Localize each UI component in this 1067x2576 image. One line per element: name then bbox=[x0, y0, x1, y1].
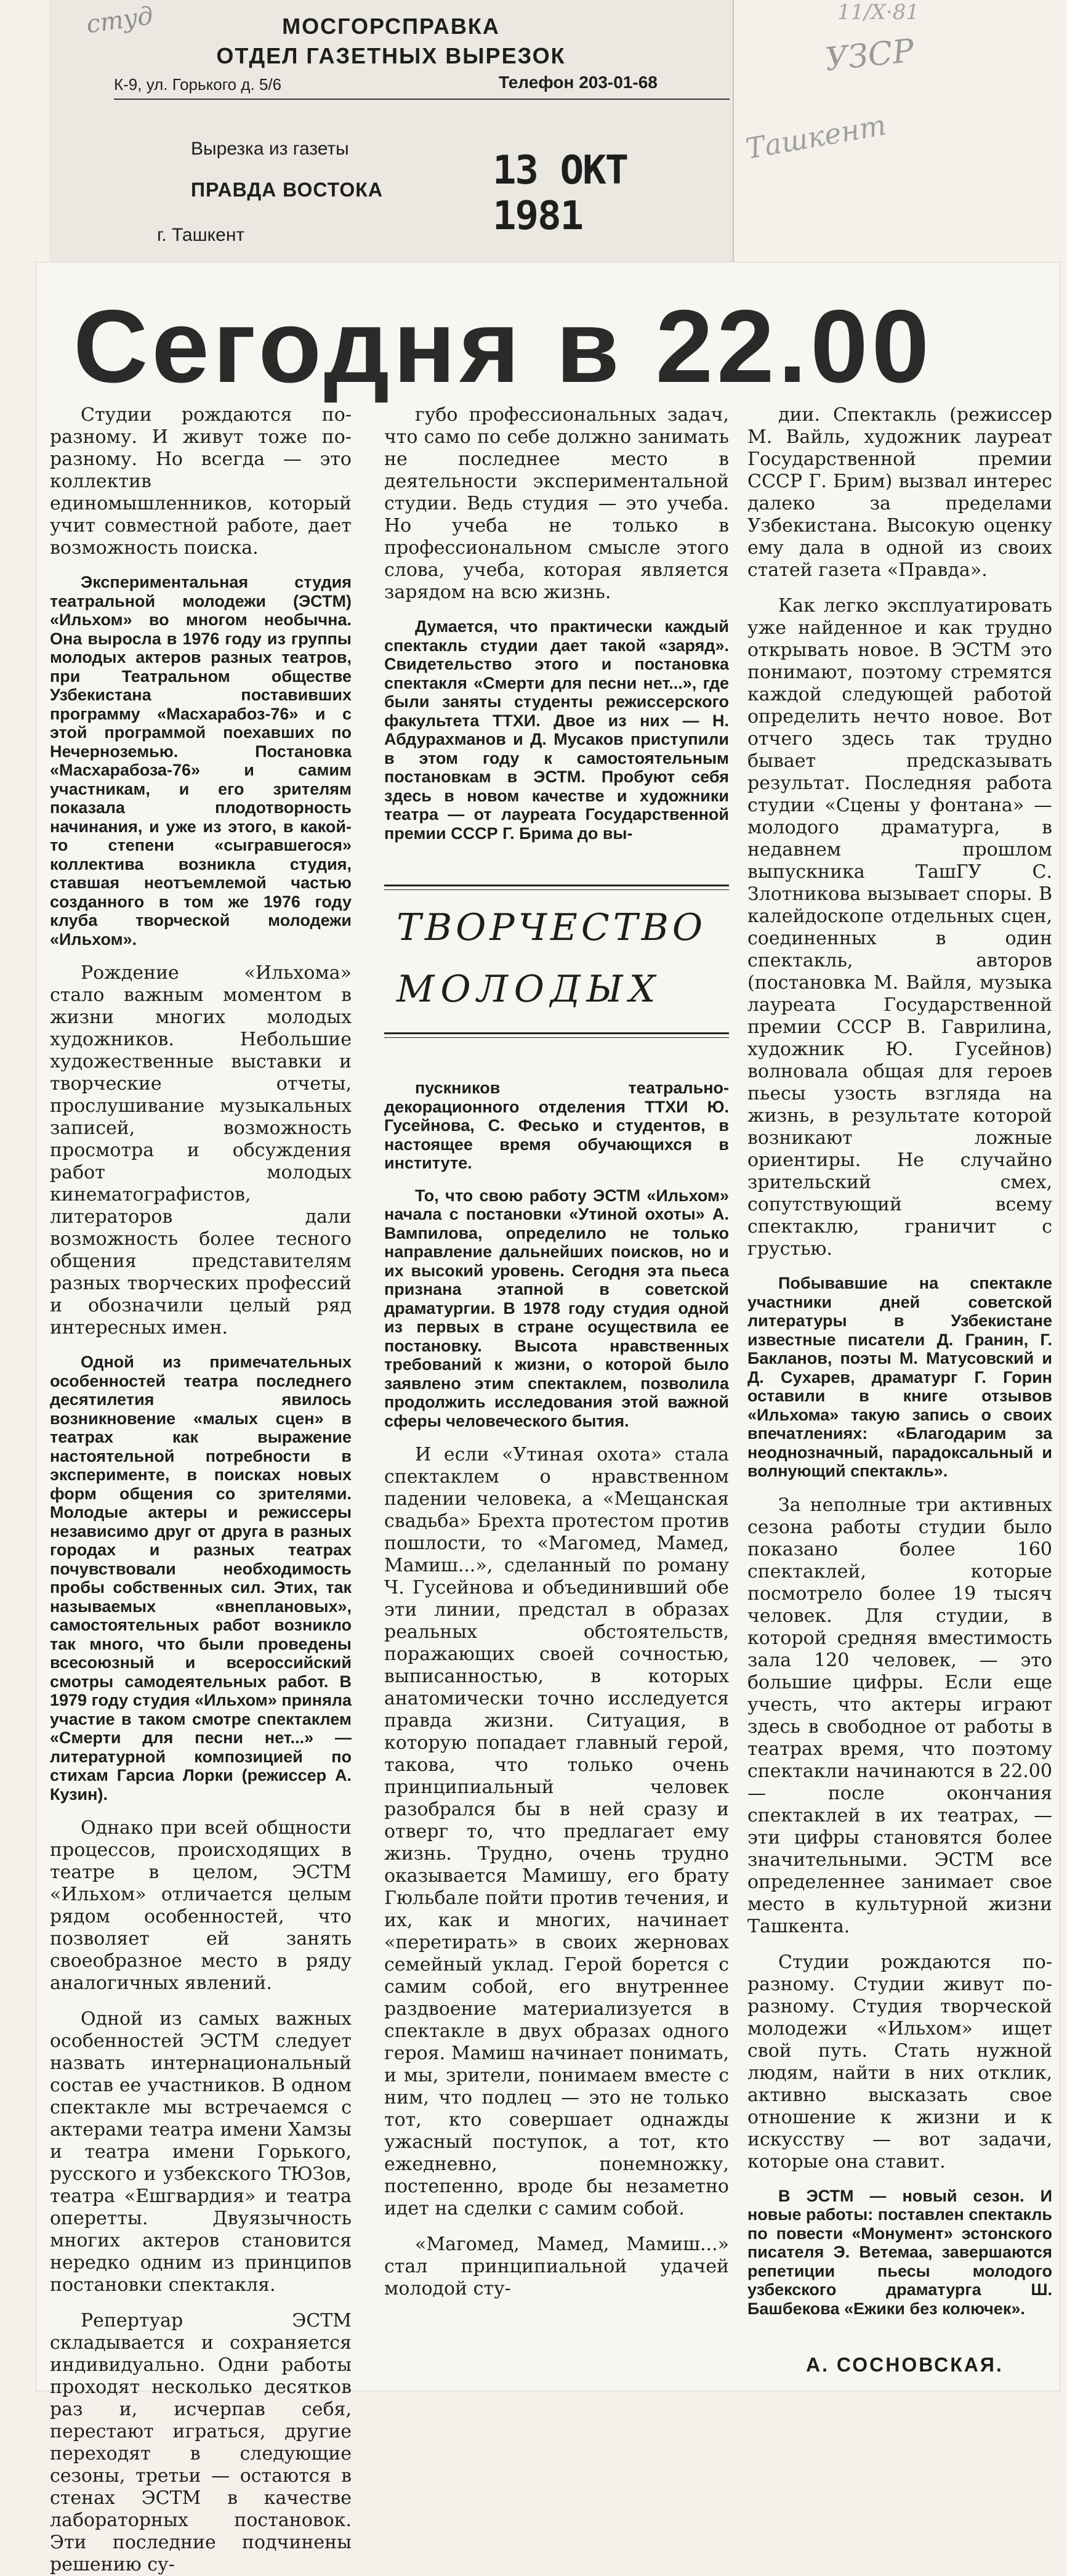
article-paragraph: Одной из примечательных особенностей театра последнего десятилетия явилось возникновение «малых сцен» в театрах как выражение настоятельной потребности в эксперименте, в поисках новых форм общения со зрителями. Молодые актеры и режиссеры независимо друг от друга в разных городах и разных театрах почувствовали необходимость пробы собственных сил. Этих, так называемых «внеплановых», самостоятельных работ возникло так много, что были проведены всесоюзный и всероссийский смотры самодеятельных работ. В 1979 году студия «Ильхом» приняла участие в таком смотре спектаклем «Смерти для песни нет...» — литературной композицией по стихам Гарсиа Лорки (режиссер А. Кузин). bbox=[50, 1353, 352, 1804]
article-headline: Сегодня в 22.00 bbox=[73, 288, 933, 404]
date-stamp: 13 ОКТ 1981 bbox=[493, 148, 628, 239]
article-paragraph: Одной из самых важных особенностей ЭСТМ следует назвать интернациональный состав ее участников. В одном спектакле мы встречаемся с актерами театра имени Хамзы и театра имени Горького, русского и узбекского ТЮЗов, театра «Ешгвардия» и театра оперетты. Двуязычность многих актеров становится нередко одним из принципов постановки спектакля. bbox=[50, 2008, 352, 2296]
article-column-2-bottom bbox=[384, 1079, 729, 2391]
article-paragraph: дии. Спектакль (режиссер М. Вайль, художник лауреат Государственной премии СССР Г. Брим) вызвал интерес далеко за пределами Узбекистана. Высокую оценку ему дала в одной из своих статей газета «Правда». bbox=[747, 404, 1052, 581]
column-paragraphs bbox=[384, 404, 729, 843]
column-paragraphs bbox=[50, 404, 352, 2576]
newspaper-name: ПРАВДА ВОСТОКА bbox=[191, 179, 383, 201]
article-paragraph: Думается, что практически каждый спектакль студии дает такой «заряд». Свидетельство этого и постановка спектакля «Смерти для песни нет...», где были заняты студенты режиссерского факультета ТТХИ. Двое из них — Н. Абдурахманов и Д. Мусаков приступили в этом году к самостоятельным постановкам в ЭСТМ. Пробуют себя здесь в новом качестве и художники театра — от лауреата Государственной премии СССР Г. Брима до вы- bbox=[384, 617, 729, 843]
article-paragraph: Побывавшие на спектакле участники дней советской литературы в Узбекистане известные писатели Д. Гранин, Г. Бакланов, поэты М. Матусовский и Д. Сухарев, драматург Г. Горин оставили в книге отзывов «Ильхома» такую запись о своих впечатлениях: «Благодарим за неоднозначный, парадоксальный и волнующий спектакль». bbox=[747, 1274, 1052, 1480]
rubric-title-line-2: МОЛОДЫХ bbox=[397, 968, 662, 1011]
column-paragraphs bbox=[747, 404, 1052, 2318]
article-column-1 bbox=[50, 404, 352, 2575]
city-name: г. Ташкент bbox=[157, 225, 245, 245]
clipping-header bbox=[49, 0, 734, 290]
article-column-3 bbox=[747, 404, 1052, 2338]
handwritten-note-3: Ташкент bbox=[743, 108, 889, 166]
bureau-address: К-9, ул. Горького д. 5/6 bbox=[114, 75, 282, 94]
article-paragraph: Рождение «Ильхома» стало важным моментом в жизни многих молодых художников. Небольшие художественные выставки и творческие отчеты, прослушивание музыкальных записей, возможность просмотра и обсуждения работ молодых кинематографистов, литераторов дали возможность более тесного общения представителям разных творческих профессий и обозначили целый ряд интересных имен. bbox=[50, 962, 352, 1339]
header-rule bbox=[114, 99, 730, 100]
article-paragraph: В ЭСТМ — новый сезон. И новые работы: поставлен спектакль по повести «Монумент» эстонского писателя Э. Ветемаа, завершаются репетиции пьесы молодого узбекского драматурга Ш. Башбекова «Ежики без колючек». bbox=[747, 2186, 1053, 2318]
article-paragraph: То, что свою работу ЭСТМ «Ильхом» начала с постановки «Утиной охоты» А. Вампилова, определило не только направление дальнейших поисков, но и их высокий уровень. Сегодня эта пьеса признана этапной в советской драматургии. В 1978 году студия одной из первых в стране осуществила ее постановку. Высота нравственных требований к жизни, о которой было заявлено этим спектаклем, позволила продолжить исследования этой важной сферы человеческого бытия. bbox=[384, 1186, 729, 1430]
source-label: Вырезка из газеты bbox=[191, 139, 349, 159]
rubric-rule-bottom-thin bbox=[384, 1037, 729, 1038]
article-paragraph: И если «Утиная охота» стала спектаклем о нравственном падении человека, а «Мещанская свадьба» Брехта протестом против пошлости, то «Магомед, Мамед, Мамиш...», сделанный по роману Ч. Гусейнова и объединивший обе эти линии, предстал в образах реальных обстоятельств, поражающих своей сочностью, выписанностью, в которых анатомически точно исследуется правда жизни. Ситуация, в которую попадает главный герой, такова, что только очень принципиальный человек разобрался бы в ней сразу и отверг то, что предлагает ему жизнь. Трудно, очень трудно оказывается Мамишу, его брату Гюльбале пойти против течения, и их, как и многих, начинает «перетирать» в своих жерновах семейный уклад. Герой борется с самим собой, его внутреннее раздвоение материализуется в спектакле в двух образах одного героя. Мамиш начинает понимать, и мы, зрители, понимаем вместе с ним, что подлец — это не только тот, кто совершает однажды ужасный поступок, а тот, кто ежедневно, понемножку, постепенно, вроде бы незаметно идет на сделки с самим собой. bbox=[384, 1444, 729, 2219]
article-paragraph: Экспериментальная студия театральной молодежи (ЭСТМ) «Ильхом» во многом необычна. Она выросла в 1976 году из группы молодых актеров разных театров, при Театральном обществе Узбекистана поставивших программу «Масхарабоз-76» и с этой программой поехавших по Нечерноземью. Постановка «Масхарабоза-76» и самим участникам, и его зрителям показала плодотворность начинания, и уже из этого, в какой-то степени «сыгравшегося» коллектива возникла студия, ставшая неотъемлемой частью созданного в том же 1976 году клуба творческой молодежи «Ильхом». bbox=[50, 573, 352, 949]
article-paragraph: «Магомед, Мамед, Мамиш...» стал принципиальной удачей молодой сту- bbox=[384, 2234, 729, 2299]
bureau-name: МОСГОРСПРАВКА bbox=[282, 14, 500, 39]
article-paragraph: Студии рождаются по-разному. И живут тоже по-разному. Но всегда — это коллектив единомышленников, который учит совместной работе, дает возможность поиска. bbox=[50, 404, 352, 559]
department-name: ОТДЕЛ ГАЗЕТНЫХ ВЫРЕЗОК bbox=[216, 43, 566, 68]
article-column-2-top bbox=[384, 404, 729, 843]
newspaper-article bbox=[36, 262, 1060, 2575]
article-paragraph: Как легко эксплуатировать уже найденное и как трудно открывать новое. В ЭСТМ это понимают, поэтому стремятся каждой следующей работой определить нечто новое. Вот отчего здесь так трудно бывает предсказывать результат. Последняя работа студии «Сцены у фонтана» — молодого драматурга, в недавнем прошлом выпускника ТашГУ С. Злотникова вызывает споры. В калейдоскопе отдельных сцен, соединенных в один спектакль, авторов (постановка М. Вайля, музыка лауреата Государственной премии СССР В. Гаврилина, художник Ю. Гусейнов) волновала общая для героев пьесы узость взгляда на жизнь, в результате которой возникают ложные ориентиры. Не случайно зрительский смех, сопутствующий всему спектаклю, граничит с грустью. bbox=[747, 595, 1052, 1260]
column-paragraphs bbox=[384, 1079, 729, 2300]
rubric-rule-bottom bbox=[384, 1032, 729, 1034]
article-paragraph: Однако при всей общности процессов, происходящих в театре в целом, ЭСТМ «Ильхом» отличается целым рядом особенностей, что позволяет ей занять своеобразное место в ряду аналогичных явлений. bbox=[50, 1817, 352, 1994]
handwritten-note-2: УЗСР bbox=[823, 32, 916, 79]
handwritten-note-1: студ bbox=[84, 1, 155, 39]
article-paragraph: Репертуар ЭСТМ складывается и сохраняется индивидуально. Одни работы проходят несколько десятков раз и, исчерпав себя, перестают играться, другие переходят в следующие сезоны, третьи — остаются в стенах ЭСТМ в качестве лабораторных постановок. Эти последние подчинены решению су- bbox=[50, 2310, 352, 2575]
rubric-title-line-1: ТВОРЧЕСТВО bbox=[397, 906, 707, 949]
bureau-phone: Телефон 203-01-68 bbox=[499, 73, 658, 92]
article-paragraph: Студии рождаются по-разному. Студии живут по-разному. Студия творческой молодежи «Ильхом» ищет свой путь. Стать нужной людям, найти в них отклик, активно высказать свое отношение к жизни и к искусству — вот задачи, которые она ставит. bbox=[747, 1951, 1052, 2173]
article-author: А. СОСНОВСКАЯ. bbox=[806, 2354, 1004, 2376]
article-paragraph: За неполные три активных сезона работы студии было показано более 160 спектаклей, которые посмотрело более 19 тысяч человек. Для студии, в которой средняя вместимость зала 120 человек, — это большие цифры. Если еще учесть, что актеры играют здесь в свободное от работы в театрах время, что поэтому спектакли начинаются в 22.00 — после окончания спектаклей в их театрах, — эти цифры становятся более значительными. ЭСТМ все определеннее занимает свое место в культурной жизни Ташкента. bbox=[747, 1494, 1052, 1937]
rubric-rule-top bbox=[384, 885, 729, 886]
article-paragraph: пускников театрально-декорационного отделения ТТХИ Ю. Гусейнова, С. Фесько и студентов, в настоящее время обучающихся в институте. bbox=[384, 1079, 729, 1172]
handwritten-note-4: 11/Х·81 bbox=[837, 0, 919, 25]
rubric-rule-top-thin bbox=[384, 889, 729, 890]
article-paragraph: губо профессиональных задач, что само по себе должно занимать не последнее место в деятельности экспериментальной студии. Ведь студия — это учеба. Но учеба не только в профессиональном смысле этого слова, учеба, которая является зарядом на всю жизнь. bbox=[384, 404, 729, 603]
